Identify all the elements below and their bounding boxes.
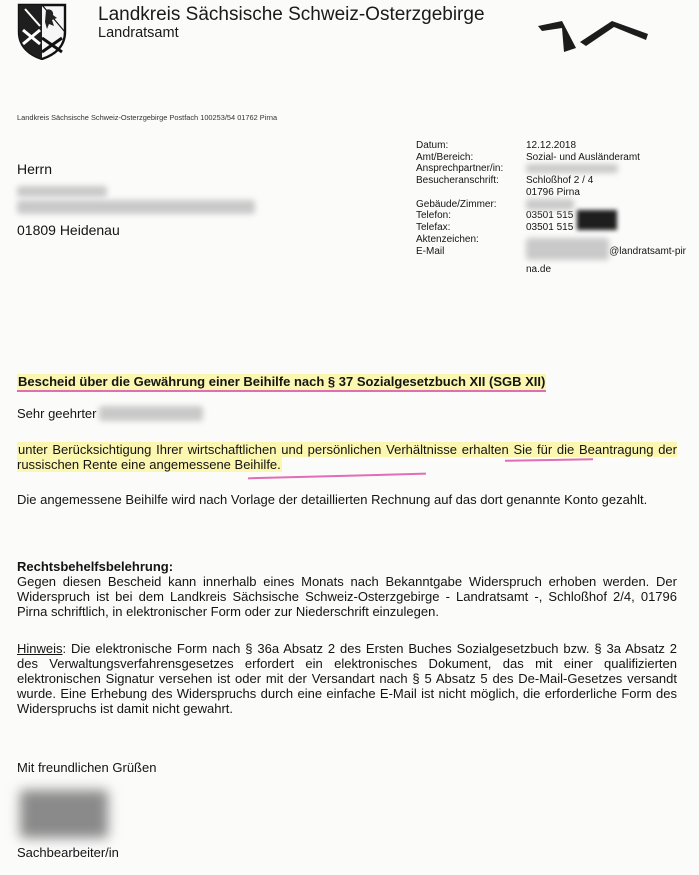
redacted-email-user: [526, 238, 609, 260]
info-row-visitor-city: [416, 187, 686, 199]
info-label: Besucheranschrift:: [416, 175, 499, 187]
redacted-room: [526, 199, 574, 210]
paragraph-main-text: unter Berücksichtigung Ihrer wirtschaftlichen und persönlichen Verhältnisse erhalten Sie für die Beantragung der russischen Rente eine angemessene Beihilfe.: [17, 442, 677, 472]
info-label: Ansprechpartner/in:: [416, 163, 504, 175]
recipient-city: 01809 Heidenau: [17, 222, 120, 238]
legal-remedy-text: Gegen diesen Bescheid kann innerhalb eines Monats nach Bekanntgabe Widerspruch erhoben werden. Der Widerspruch ist bei dem Landkreis Sächsische Schweiz-Osterzgebirge - Landratsamt -, Schloßhof 2/4, 01796 Pirna schriftlich, in elektronischer Form oder zur Niederschrift einzulegen.: [17, 574, 677, 619]
pen-underline: [248, 473, 426, 480]
redacted-recipient-name: [17, 186, 107, 197]
greeting-text: Sehr geehrter: [17, 406, 97, 421]
redacted-phone: [577, 210, 617, 230]
hint-label: Hinweis: [17, 641, 63, 656]
coat-of-arms-logo: [16, 2, 68, 60]
info-label: Telefon:: [416, 210, 452, 222]
department-name: Landratsamt: [98, 25, 179, 41]
org-name: Landkreis Sächsische Schweiz-Osterzgebirge: [98, 4, 485, 25]
info-value: 03501 515: [526, 210, 574, 222]
info-value: Sozial- und Ausländeramt: [526, 151, 640, 163]
info-label: E-Mail: [416, 245, 445, 257]
signature: [20, 790, 108, 838]
paragraph-payment: Die angemessene Beihilfe wird nach Vorlage der detaillierten Rechnung auf das dort genannte Konto gezahlt.: [17, 492, 648, 507]
subject-line: [17, 374, 546, 389]
info-value: 03501 515: [526, 222, 574, 234]
redacted-recipient-street: [17, 200, 255, 214]
sender-address-line: Landkreis Sächsische Schweiz-Osterzgebirge Postfach 100253/54 01762 Pirna: [17, 113, 278, 122]
info-value: @landratsamt-pir: [609, 245, 686, 257]
info-value: 12.12.2018: [526, 140, 577, 151]
redacted-recipient-lastname: [99, 406, 203, 421]
recipient-address: [17, 161, 255, 239]
legal-remedy-heading: Rechtsbehelfsbelehrung:: [17, 559, 174, 574]
closing: Mit freundlichen Grüßen: [17, 760, 157, 775]
info-row-email-cont: [416, 264, 686, 276]
info-label: [416, 187, 526, 199]
info-row-fax: [416, 222, 686, 234]
info-row-room: [416, 199, 686, 211]
subject-text: Bescheid über die Gewährung einer Beihilfe nach § 37 Sozialgesetzbuch XII (SGB XII): [17, 374, 546, 392]
info-label: Aktenzeichen:: [416, 233, 479, 245]
info-value: Schloßhof 2 / 4: [526, 175, 594, 187]
info-label: Telefax:: [416, 222, 451, 234]
info-row-visitor-address: [416, 175, 686, 187]
info-value: na.de: [526, 263, 552, 275]
paragraph-main: [17, 442, 677, 472]
greeting: [17, 406, 677, 421]
info-label: Datum:: [416, 140, 449, 151]
info-label: [416, 264, 526, 276]
info-row-date: [416, 140, 686, 152]
recipient-salutation: Herrn: [17, 161, 53, 177]
info-value: 01796 Pirna: [526, 186, 580, 198]
info-row-department: [416, 152, 686, 164]
info-label: Gebäude/Zimmer:: [416, 198, 497, 210]
info-row-email: [416, 246, 686, 260]
mountain-logo: [536, 14, 650, 58]
info-label: Amt/Bereich:: [416, 151, 474, 163]
info-block: [416, 140, 686, 275]
signature-role: Sachbearbeiter/in: [17, 845, 119, 860]
info-row-contact: [416, 163, 686, 175]
redacted-contact-name: [526, 164, 618, 173]
hint-text: : Die elektronische Form nach § 36a Absatz 2 des Ersten Buches Sozialgesetzbuch bzw. § 3a Absatz 2 des Verwaltungsverfahrensgesetzes erfordert ein elektronisches Dokument, das mit einer qualifizierten elektronischen Signatur versehen ist oder mit der Versandart nach § 5 Absatz 5 des De-Mail-Gesetzes versandt wurde. Eine Erhebung des Widerspruchs durch eine einfache E-Mail ist nicht möglich, die erforderliche Form des Widerspruchs ist damit nicht gewahrt.: [17, 641, 677, 716]
hint-paragraph: [17, 641, 677, 716]
